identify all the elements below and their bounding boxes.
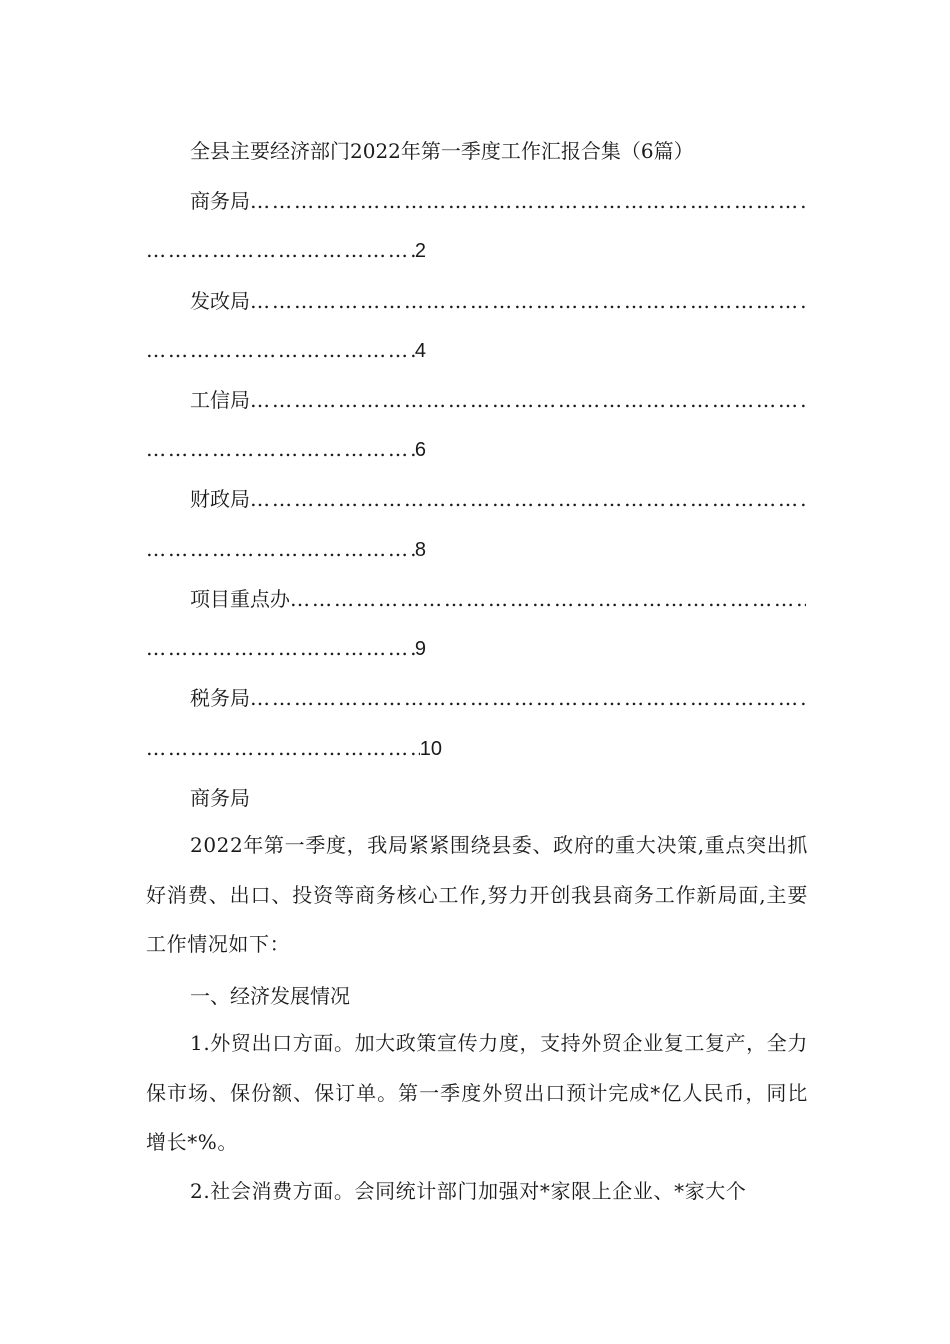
toc-entry-shuiwu[interactable] — [190, 683, 806, 713]
toc-label: 商务局 — [190, 189, 250, 213]
paragraph-item-2: 2.社会消费方面。会同统计部门加强对*家限上企业、*家大个 — [190, 1179, 747, 1203]
toc-leader — [146, 633, 415, 663]
toc-leader — [146, 534, 415, 564]
toc-leader — [290, 584, 806, 614]
toc-leader — [250, 683, 806, 713]
toc-continuation — [146, 534, 426, 564]
toc-page-number: 8 — [414, 539, 426, 561]
toc-entry-shangwu[interactable] — [190, 186, 806, 216]
toc-entry-caizheng[interactable] — [190, 484, 806, 514]
toc-leader — [250, 186, 806, 216]
toc-entry-gongxin[interactable] — [190, 385, 806, 415]
subheading: 一、经济发展情况 — [190, 984, 350, 1008]
toc-leader — [146, 733, 420, 763]
toc-page-number: 2 — [414, 240, 426, 262]
toc-leader — [250, 484, 806, 514]
toc-page-number: 9 — [414, 638, 426, 660]
toc-leader — [146, 335, 415, 365]
toc-continuation — [146, 335, 426, 365]
section-heading: 商务局 — [190, 786, 250, 810]
toc-continuation — [146, 434, 426, 464]
toc-label: 项目重点办 — [190, 587, 290, 611]
toc-label: 发改局 — [190, 289, 250, 313]
paragraph-item-1: 1.外贸出口方面。加大政策宣传力度，支持外贸企业复工复产，全力保市场、保份额、保订单。第一季度外贸出口预计完成*亿人民币，同比增长*%。 — [146, 1031, 808, 1154]
toc-leader — [250, 385, 806, 415]
toc-page-number: 6 — [414, 439, 426, 461]
toc-leader — [250, 286, 806, 316]
toc-entry-fagai[interactable] — [190, 286, 806, 316]
toc-label: 税务局 — [190, 686, 250, 710]
toc-leader — [146, 434, 415, 464]
toc-label: 工信局 — [190, 388, 250, 412]
toc-label: 财政局 — [190, 487, 250, 511]
toc-continuation — [146, 633, 426, 663]
toc-entry-xiangmu[interactable] — [190, 584, 806, 614]
toc-page-number: 4 — [414, 340, 426, 362]
toc-leader — [146, 235, 415, 265]
document-title: 全县主要经济部门2022年第一季度工作汇报合集（6篇） — [190, 139, 694, 163]
intro-paragraph: 2022年第一季度，我局紧紧围绕县委、政府的重大决策,重点突出抓好消费、出口、投资等商务核心工作,努力开创我县商务工作新局面,主要工作情况如下： — [146, 833, 808, 956]
toc-page-number: 10 — [419, 738, 442, 760]
toc-continuation — [146, 733, 442, 763]
toc-continuation — [146, 235, 426, 265]
